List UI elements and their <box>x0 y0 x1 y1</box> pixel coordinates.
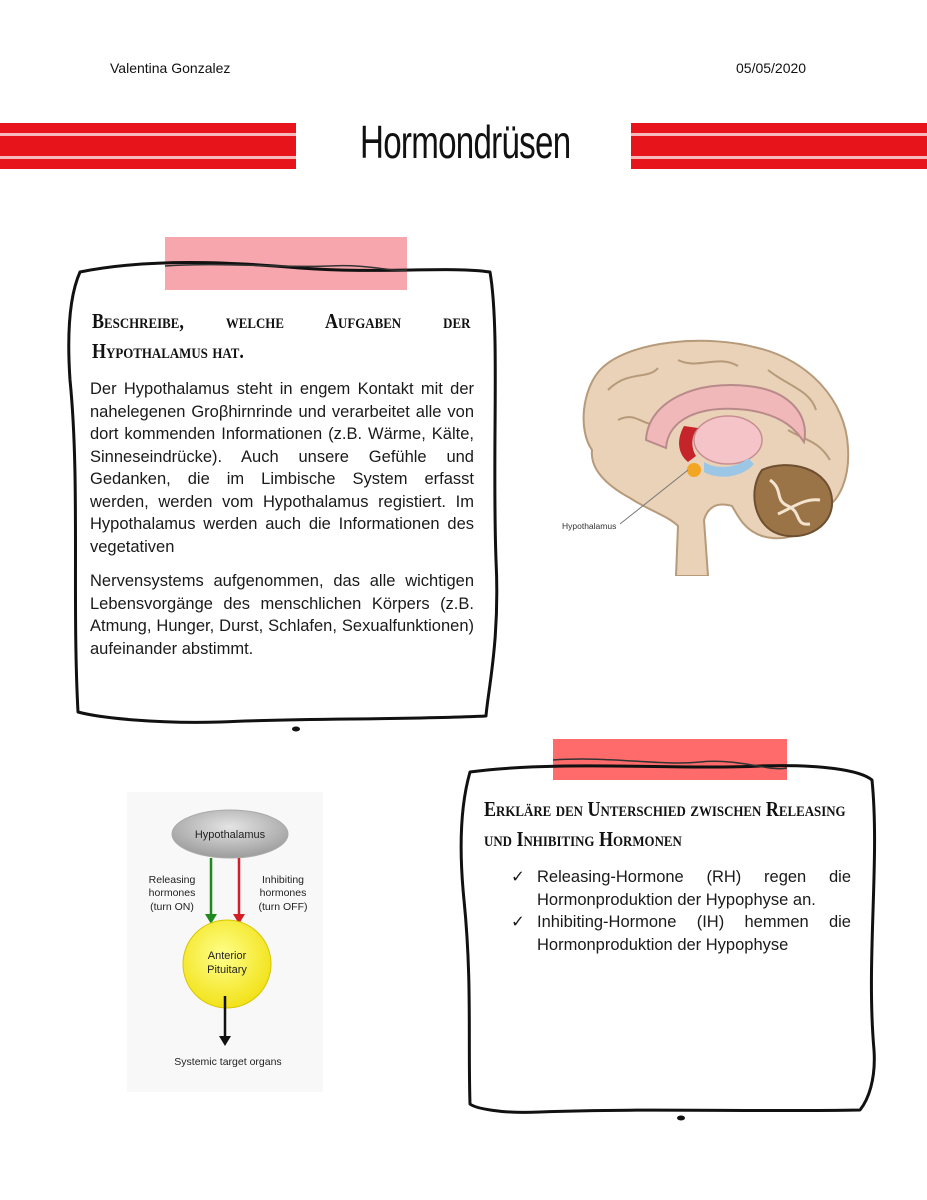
cerebellum <box>754 465 832 536</box>
difference-list <box>511 866 851 956</box>
section1-heading <box>92 306 470 366</box>
inhibiting-label-1: Inhibiting <box>261 874 305 886</box>
section1-paragraph2: Nervensystems aufgenommen, das alle wichtigen Lebensvorgänge des menschlichen Körpers (z.B. Atmung, Hunger, Durst, Schlafen, Sexualfunktionen) aufeinander abstimmt. <box>90 572 474 658</box>
section2-heading-line1: Erkläre den Unterschied zwischen Releasing <box>484 797 846 821</box>
section2-heading-line2: und Inhibiting Hormonen <box>484 827 682 851</box>
pituitary-label-1: Anterior <box>207 950 247 962</box>
pituitary-gland <box>687 463 701 477</box>
brain-illustration <box>548 330 860 576</box>
hypothalamus-node-label: Hypothalamus <box>194 829 266 841</box>
section1-dot <box>292 727 300 732</box>
checkmark-icon: ✓ <box>511 913 525 931</box>
releasing-label-1: Releasing <box>148 874 196 886</box>
target-organs-label: Systemic target organs <box>174 1056 282 1068</box>
checkmark-icon: ✓ <box>511 868 525 886</box>
thalamus <box>694 416 762 464</box>
section1-body <box>90 378 474 660</box>
list-item-text: Inhibiting-Hormone (IH) hemmen die Hormonproduktion der Hypophyse <box>537 913 851 954</box>
section1-paragraph1: Der Hypothalamus steht in engem Kontakt mit der nahelegenen Groβhirnrinde und verarbeitet alle von dort kommenden Informationen (z.B. Wärme, Kälte, Sinneseindrücke). Auch unsere Gefühle und Gedanken, die im Limbische System erfasst werden, werden vom Hypothalamus registiert. Im Hypothalamus werden auch die Informationen des vegetativen <box>90 380 474 556</box>
list-item <box>511 911 851 956</box>
releasing-label-2: hormones <box>148 887 196 899</box>
inhibiting-label-2: hormones <box>259 887 307 899</box>
author-name: Valentina Gonzalez <box>110 60 231 76</box>
pituitary-label-2: Pituitary <box>207 964 247 976</box>
hormone-diagram <box>127 792 323 1092</box>
section1-heading-line2: Hypothalamus hat. <box>92 339 244 363</box>
list-item <box>511 866 851 911</box>
list-item-text: Releasing-Hormone (RH) regen die Hormonproduktion der Hypophyse an. <box>537 868 851 909</box>
page-title: Hormondrüsen <box>360 116 571 168</box>
section2-dot <box>677 1116 685 1121</box>
hypothalamus-label: Hypothalamus <box>562 521 617 531</box>
inhibiting-label-3: (turn OFF) <box>258 901 308 913</box>
section1-heading-line1: Beschreibe, welche Aufgaben der <box>92 309 471 333</box>
releasing-label-3: (turn ON) <box>150 901 194 913</box>
document-date: 05/05/2020 <box>736 60 807 76</box>
section2-heading <box>484 794 854 854</box>
